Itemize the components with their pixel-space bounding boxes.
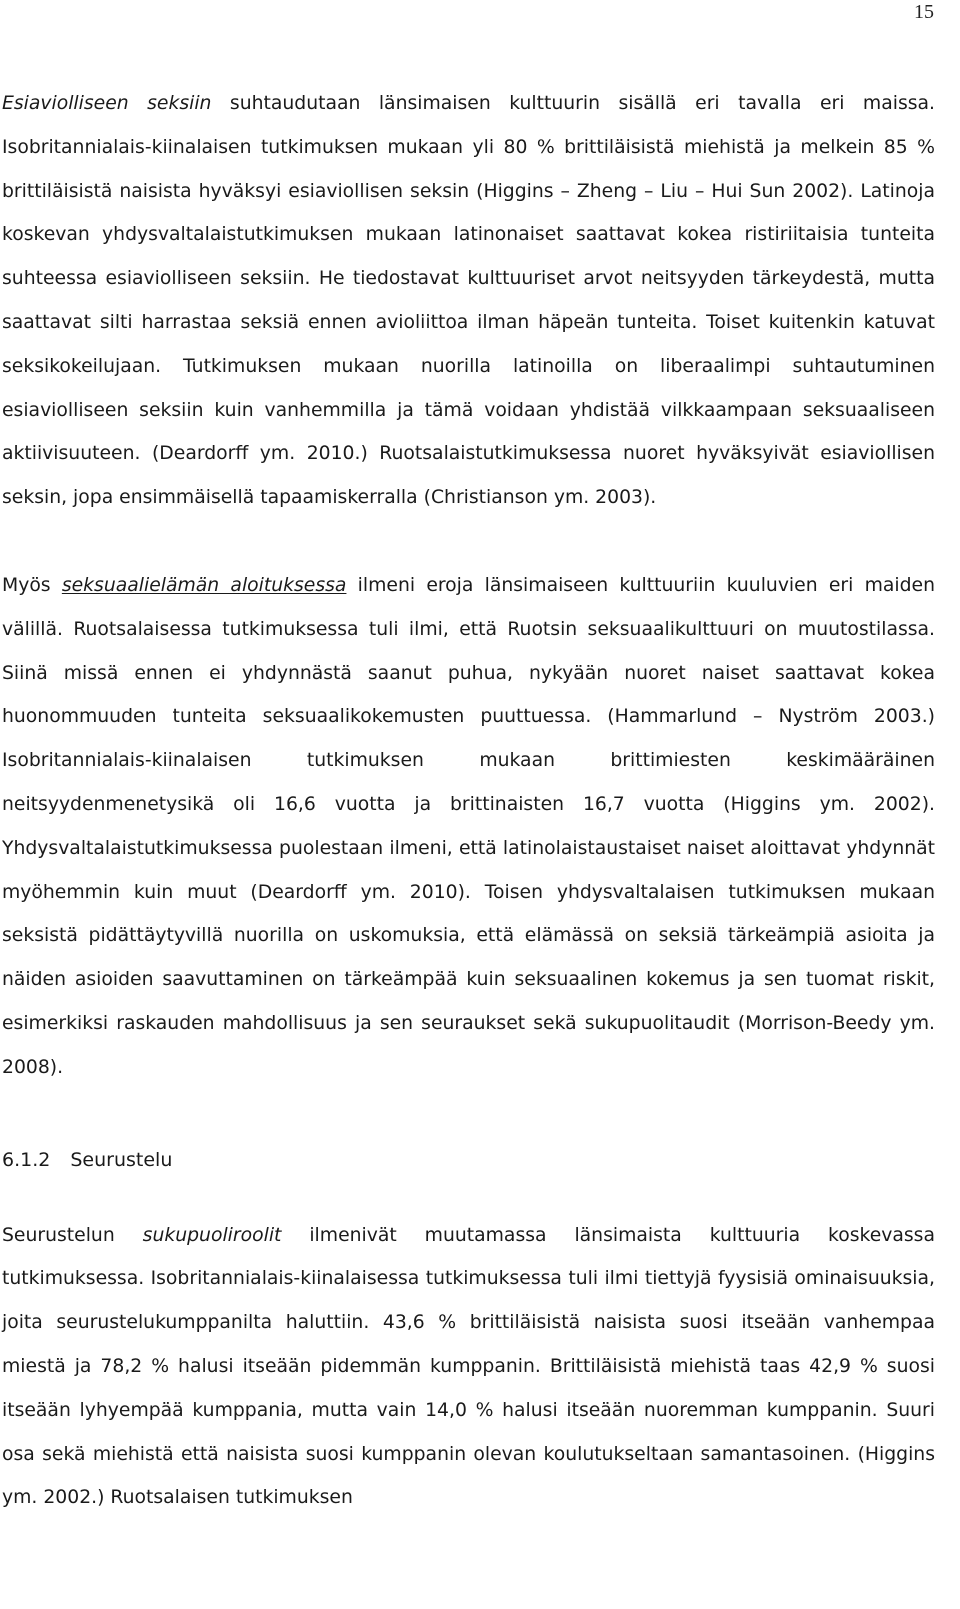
italic-lead-term: Esiaviolliseen seksiin: [2, 93, 212, 114]
section-number: 6.1.2: [2, 1148, 51, 1171]
paragraph-text: suhtaudutaan länsimaisen kulttuurin sisällä eri tavalla eri maissa. Isobritannialais-kiinalaisen tutkimuksen mukaan yli 80 % brittiläisistä miehistä ja melkein 85 % brittiläisistä naisista hyväksyi esiaviollisen seksin (Higgins – Zheng – Liu – Hui Sun 2002). Latinoja koskevan yhdysvaltalaistutkimuksen mukaan latinonaiset saattavat kokea ristiriitaisia tunteita suhteessa esiaviolliseen seksiin. He tiedostavat kulttuuriset arvot neitsyyden tärkeydestä, mutta saattavat silti harrastaa seksiä ennen avioliittoa ilman häpeän tunteita. Toiset kuitenkin katuvat seksikokeilujaan. Tutkimuksen mukaan nuorilla latinoilla on liberaalimpi suhtautuminen esiaviolliseen seksiin kuin vanhemmilla ja tämä voidaan yhdistää vilkkaampaan seksuaaliseen aktiivisuuteen. (Deardorff ym. 2010.) Ruotsalaistutkimuksessa nuoret hyväksyivät esiaviollisen seksin, jopa ensimmäisellä tapaamiskerralla (Christianson ym. 2003).: [2, 93, 935, 509]
paragraph-gender-roles: [2, 1214, 935, 1521]
paragraph-prefix: Myös: [2, 574, 62, 596]
paragraph-premarital-sex: [2, 82, 935, 520]
section-title: Seurustelu: [70, 1148, 173, 1171]
paragraph-prefix: Seurustelun: [2, 1224, 143, 1246]
section-gap: [2, 1090, 935, 1138]
document-body: [2, 82, 935, 1520]
paragraph-gap: [2, 520, 935, 564]
italic-lead-term: sukupuoliroolit: [142, 1224, 282, 1246]
section-heading: [2, 1138, 935, 1182]
heading-gap: [2, 1182, 935, 1214]
italic-lead-term: seksuaalielämän aloituksessa: [61, 574, 347, 596]
paragraph-text: ilmenivät muutamassa länsimaista kulttuuria koskevassa tutkimuksessa. Isobritannialais-kiinalaisessa tutkimuksessa tuli ilmi tiettyjä fyysisiä ominaisuuksia, joita seurustelukumppanilta haluttiin. 43,6 % brittiläisistä naisista suosi itseään vanhempaa miestä ja 78,2 % halusi itseään pidemmän kumppanin. Brittiläisistä miehistä taas 42,9 % suosi itseään lyhyempää kumppania, mutta vain 14,0 % halusi itseään nuoremman kumppanin. Suuri osa sekä miehistä että naisista suosi kumppanin olevan koulutukseltaan samantasoinen. (Higgins ym. 2002.) Ruotsalaisen tutkimuksen: [2, 1224, 935, 1509]
page-number: 15: [914, 1, 934, 23]
paragraph-text: ilmeni eroja länsimaiseen kulttuuriin kuuluvien eri maiden välillä. Ruotsalaisessa tutkimuksessa tuli ilmi, että Ruotsin seksuaalikulttuuri on muutostilassa. Siinä missä ennen ei yhdynnästä saanut puhua, nykyään nuoret naiset saattavat kokea huonommuuden tunteita seksuaalikokemusten puuttuessa. (Hammarlund – Nyström 2003.) Isobritannialais-kiinalaisen tutkimuksen mukaan brittimiesten keskimääräinen neitsyydenmenetysikä oli 16,6 vuotta ja brittinaisten 16,7 vuotta (Higgins ym. 2002). Yhdysvaltalaistutkimuksessa puolestaan ilmeni, että latinolaistaustaiset naiset aloittavat yhdynnät myöhemmin kuin muut (Deardorff ym. 2010). Toisen yhdysvaltalaisen tutkimuksen mukaan seksistä pidättäytyvillä nuorilla on uskomuksia, että elämässä on seksiä tärkeämpiä asioita ja näiden asioiden saavuttaminen on tärkeämpää kuin seksuaalinen kokemus ja sen tuomat riskit, esimerkiksi raskauden mahdollisuus ja sen seuraukset sekä sukupuolitaudit (Morrison-Beedy ym. 2008).: [2, 574, 935, 1078]
paragraph-sexual-debut: [2, 564, 935, 1090]
